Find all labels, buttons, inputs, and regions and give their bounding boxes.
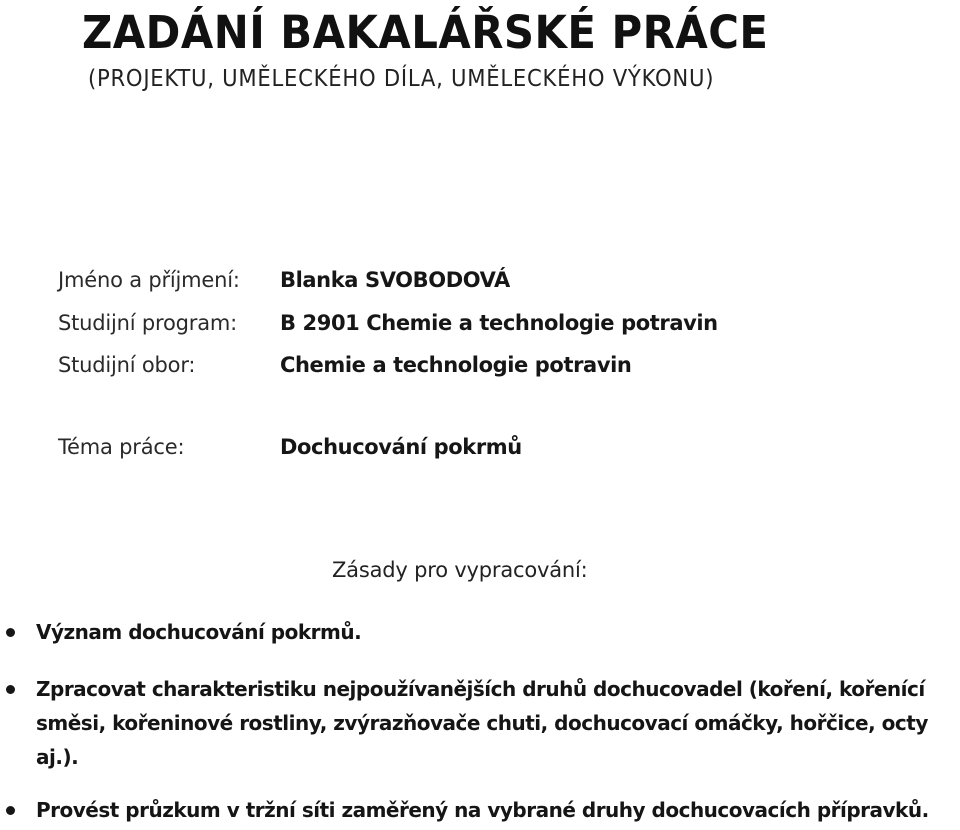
name-value: Blanka SVOBODOVÁ [280, 268, 510, 292]
list-item-text: Význam dochucování pokrmů. [36, 620, 362, 644]
bullet-dot-icon [6, 806, 15, 815]
bullet-dot-icon [6, 628, 15, 637]
topic-label: Téma práce: [58, 435, 185, 459]
document-subtitle: (PROJEKTU, UMĚLECKÉHO DÍLA, UMĚLECKÉHO VÝKONU) [88, 66, 715, 92]
list-item-text: Zpracovat charakteristiku nejpoužívanějších druhů dochucovadel (koření, kořenící směsi, kořeninové rostliny, zvýrazňovače chuti, dochucovací omáčky, hořčice, octy aj.). [36, 677, 928, 769]
bullet-dot-icon [6, 685, 15, 694]
list-item [4, 672, 954, 774]
study-field-value: Chemie a technologie potravin [280, 353, 632, 377]
guidelines-heading: Zásady pro vypracování: [332, 558, 588, 582]
study-program-value: B 2901 Chemie a technologie potravin [280, 311, 718, 335]
study-program-label: Studijní program: [58, 311, 238, 335]
list-item-text: Provést průzkum v tržní síti zaměřený na vybrané druhy dochucovacích přípravků. [36, 798, 929, 822]
name-label: Jméno a příjmení: [58, 268, 240, 292]
document-title: ZADÁNÍ BAKALÁŘSKÉ PRÁCE [82, 6, 769, 59]
list-item [4, 793, 954, 827]
topic-value: Dochucování pokrmů [280, 435, 522, 459]
study-field-label: Studijní obor: [58, 353, 196, 377]
list-item [4, 615, 954, 649]
